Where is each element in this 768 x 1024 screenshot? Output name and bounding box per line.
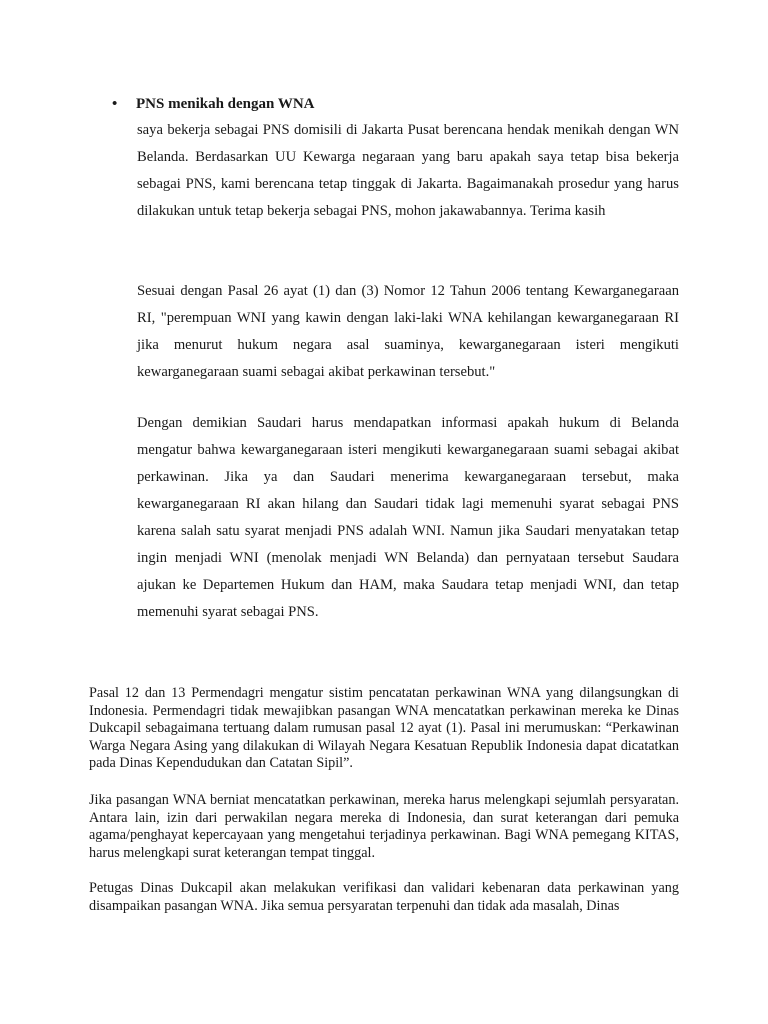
answer-paragraph-1: Sesuai dengan Pasal 26 ayat (1) dan (3) Nomor 12 Tahun 2006 tentang Kewarganegaraan RI, "perempuan WNI yang kawin dengan laki-laki WNA kehilangan kewarganegaraan RI jika menurut hukum negara asal suaminya, kewarganegaraan isteri mengikuti kewarganegaraan suami sebagai akibat perkawinan tersebut." bbox=[137, 283, 679, 380]
question-paragraph: saya bekerja sebagai PNS domisili di Jakarta Pusat berencana hendak menikah dengan WN Belanda. Berdasarkan UU Kewarga negaraan yang baru apakah saya tetap bisa bekerja sebagai PNS, kami berencana tetap tinggak di Jakarta. Bagaimanakah prosedur yang harus dilakukan untuk tetap bekerja sebagai PNS, mohon jakawabannya. Terima kasih bbox=[137, 122, 679, 219]
lower-paragraph-1: Pasal 12 dan 13 Permendagri mengatur sistim pencatatan perkawinan WNA yang dilangsungkan di Indonesia. Permendagri tidak mewajibkan pasangan WNA mencatatkan perkawinan mereka ke Dinas Dukcapil sebagaimana tertuang dalam rumusan pasal 12 ayat (1). Pasal ini merumuskan: “Perkawinan Warga Negara Asing yang dilakukan di Wilayah Negara Kesatuan Republik Indonesia dapat dicatatkan pada Dinas Kependudukan dan Catatan Sipil”. bbox=[89, 685, 679, 772]
lower-paragraph-3: Petugas Dinas Dukcapil akan melakukan verifikasi dan validari kebenaran data perkawinan yang disampaikan pasangan WNA. Jika semua persyaratan terpenuhi dan tidak ada masalah, Dinas bbox=[89, 880, 679, 914]
lower-paragraph-2: Jika pasangan WNA berniat mencatatkan perkawinan, mereka harus melengkapi sejumlah persyaratan. Antara lain, izin dari perwakilan negara mereka di Indonesia, dan surat keterangan dari pemuka agama/penghayat kepercayaan yang mengetahui terjadinya perkawinan. Bagi WNA pemegang KITAS, harus melengkapi surat keterangan tempat tinggal. bbox=[89, 792, 679, 861]
bullet-icon: • bbox=[112, 96, 118, 112]
section-heading bbox=[112, 94, 315, 114]
section-heading-title: PNS menikah dengan WNA bbox=[136, 96, 315, 112]
answer-paragraph-2: Dengan demikian Saudari harus mendapatkan informasi apakah hukum di Belanda mengatur bahwa kewarganegaraan isteri mengikuti kewarganegaraan suami sebagai akibat perkawinan. Jika ya dan Saudari menerima kewarganegaraan tersebut, maka kewarganegaraan RI akan hilang dan Saudari tidak lagi memenuhi syarat sebagai PNS karena salah satu syarat menjadi PNS adalah WNI. Namun jika Saudari menyatakan tetap ingin menjadi WNI (menolak menjadi WN Belanda) dan pernyataan tersebut Saudara ajukan ke Departemen Hukum dan HAM, maka Saudara tetap menjadi WNI, dan tetap memenuhi syarat sebagai PNS. bbox=[137, 415, 679, 620]
